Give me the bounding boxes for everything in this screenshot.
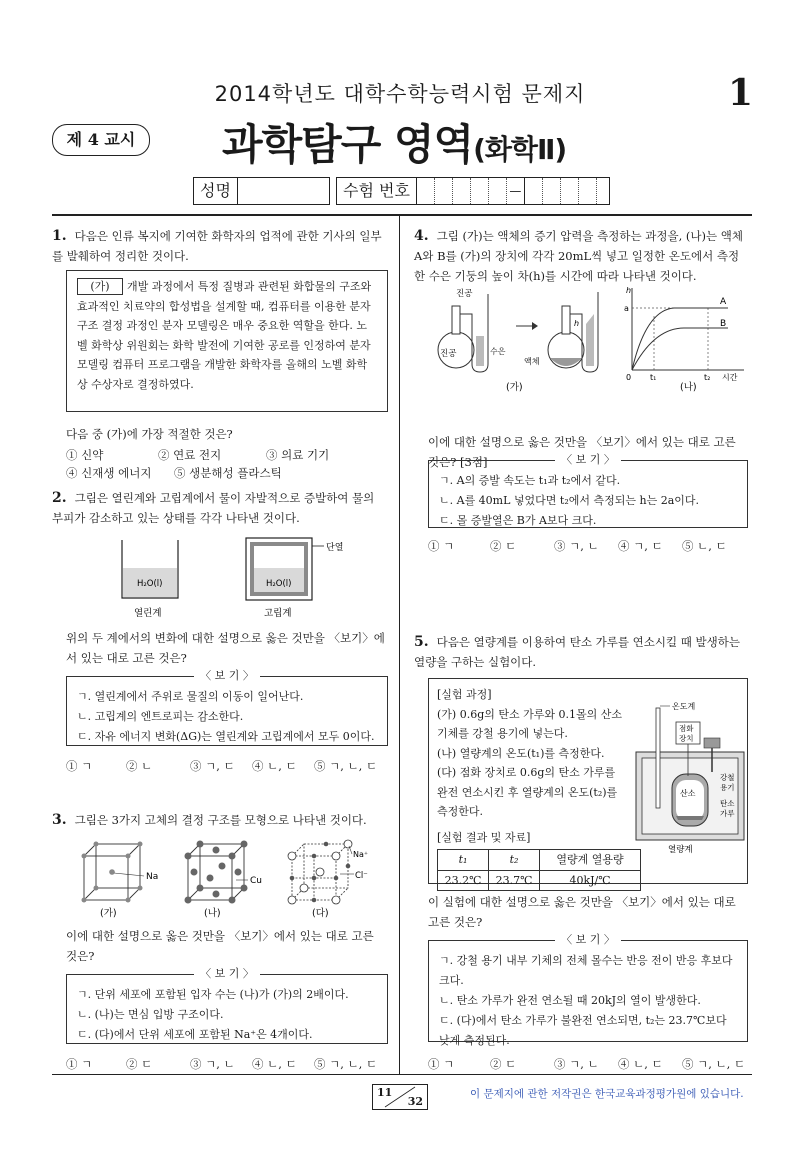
exam-title: 2014학년도 대학수학능력시험 문제지: [214, 82, 586, 106]
q2-item-2: ㄴ. 고립계의 엔트로피는 감소한다.: [77, 710, 244, 723]
q1-choice-1[interactable]: ① 신약: [66, 448, 104, 462]
q5-item-2: ㄴ. 탄소 가루가 완전 연소될 때 20kJ의 열이 발생한다.: [439, 994, 701, 1007]
q4-item-2: ㄴ. A를 40mL 넣었다면 t₂에서 측정되는 h는 2a이다.: [439, 494, 700, 507]
q5-ask: 이 실험에 대한 설명으로 옳은 것만을 〈보기〉에서 있는 대로 고른 것은?: [428, 895, 736, 929]
page-current: 11: [377, 1086, 393, 1099]
q4-graph-a: a: [624, 304, 629, 313]
q3-item-3: ㄷ. (다)에서 단위 세포에 포함된 Na⁺은 4개이다.: [77, 1028, 313, 1041]
page-total: 32: [407, 1095, 423, 1108]
q4-graph-h: h: [626, 286, 632, 295]
q1-choices: [66, 446, 388, 482]
q2-stem: 그림은 열린계와 고립계에서 물이 자발적으로 증발하여 물의 부피가 감소하고 있는 상태를 각각 나타낸 것이다.: [52, 491, 375, 525]
q5-choice-2[interactable]: ② ㄷ: [490, 1057, 517, 1071]
q1-blank: (가): [77, 278, 123, 295]
q4-item-1: ㄱ. A의 증발 속도는 t₁과 t₂에서 같다.: [439, 474, 621, 487]
q4-choices: [428, 538, 748, 554]
q2-item-3: ㄷ. 자유 에너지 변화(ΔG)는 열린계와 고립계에서 모두 0이다.: [77, 730, 375, 743]
page-counter: [372, 1084, 428, 1110]
question-5: 5. 다음은 열량계를 이용하여 탄소 가루를 연소시킬 때 발생하는 열량을 구하는 실험이다.: [414, 634, 740, 669]
q3-choices: [66, 1056, 388, 1072]
question-4: 4. 그림 (가)는 액체의 증기 압력을 측정하는 과정을, (나)는 액체 A와 B를 (가)의 장치에 각각 20mL씩 넣고 일정한 온도에서 측정한 수은 기둥의 높이 차(h)를 시간에 따라 나타낸 것이다.: [414, 228, 743, 283]
q2-choices: [66, 758, 388, 774]
q3-choice-2[interactable]: ② ㄷ: [126, 1057, 153, 1071]
name-field[interactable]: [193, 177, 330, 205]
exam-number-field[interactable]: [336, 177, 610, 205]
q3-ask: 이에 대한 설명으로 옳은 것만을 〈보기〉에서 있는 대로 고른 것은?: [66, 929, 374, 963]
q4-bogi: 〈 보 기 〉 ㄱ. A의 증발 속도는 t₁과 t₂에서 같다. ㄴ. A를 40mL 넣었다면 t₂에서 측정되는 h는 2a이다. ㄷ. 몰 증발열은 B가 A보다 크다.: [428, 460, 748, 528]
q4-graph-t2: t₂: [704, 373, 711, 382]
q1-choice-2[interactable]: ② 연료 전지: [158, 448, 222, 462]
q3-na-label: Na: [146, 872, 159, 882]
q4-graph-A: A: [720, 297, 727, 307]
q4-vac-top: 진공: [456, 289, 473, 299]
q3-stem: 그림은 3가지 고체의 결정 구조를 모형으로 나타낸 것이다.: [74, 813, 367, 827]
q2-water-open: H₂O(l): [137, 579, 163, 589]
q4-item-3: ㄷ. 몰 증발열은 B가 A보다 크다.: [439, 514, 597, 527]
q5-stem: 다음은 열량계를 이용하여 탄소 가루를 연소시킬 때 발생하는 열량을 구하는 실험이다.: [414, 635, 740, 669]
period-badge: 제 4 교시: [52, 124, 150, 156]
q4-na-label: (나): [680, 382, 697, 393]
q2-insul-label: 단열: [326, 543, 344, 553]
q4-stem: 그림 (가)는 액체의 증기 압력을 측정하는 과정을, (나)는 액체 A와 B를 (가)의 장치에 각각 20mL씩 넣고 일정한 온도에서 측정한 수은 기둥의 높이 차(h)를 시간에 따라 나타낸 것이다.: [414, 229, 743, 283]
q2-choice-2[interactable]: ② ㄴ: [126, 759, 153, 773]
q5-steel-label-2: 용기: [720, 783, 735, 792]
q2-item-1: ㄱ. 열린계에서 주위로 물질의 이동이 일어난다.: [77, 690, 304, 703]
q5-result-heading: [실험 결과 및 자료]: [437, 830, 531, 844]
q5-result-table: t₁ t₂ 열량계 열용량 23.2℃ 23.7℃ 40kJ/℃: [437, 849, 641, 891]
header-rule: [52, 214, 752, 216]
exam-number-dash: —: [507, 178, 525, 204]
q1-article-box: [66, 270, 388, 412]
q2-choice-4[interactable]: ④ ㄴ, ㄷ: [252, 759, 297, 773]
q5-choice-4[interactable]: ④ ㄴ, ㄷ: [618, 1057, 663, 1071]
q5-calorimeter-figure: [632, 698, 748, 854]
q4-liq-label: 액체: [524, 357, 540, 366]
q4-choice-4[interactable]: ④ ㄱ, ㄷ: [618, 539, 663, 553]
q5-item-1: ㄱ. 강철 용기 내부 기체의 전체 몰수는 반응 전이 반응 후보다 크다.: [439, 954, 733, 987]
q1-stem: 다음은 인류 복지에 기여한 화학자의 업적에 관한 기사의 일부를 발췌하여 정리한 것이다.: [52, 229, 382, 263]
q5-calorimeter-label: 열량계: [668, 845, 693, 854]
question-1: 1. 다음은 인류 복지에 기여한 화학자의 업적에 관한 기사의 일부를 발췌하여 정리한 것이다.: [52, 228, 382, 263]
q3-bogi: 〈 보 기 〉 ㄱ. 단위 세포에 포함된 입자 수는 (나)가 (가)의 2배이다. ㄴ. (나)는 면심 입방 구조이다. ㄷ. (다)에서 단위 세포에 포함된 Na⁺은 4개이다.: [66, 974, 388, 1044]
q4-graph-origin: 0: [626, 373, 632, 382]
q5-o2-label: 산소: [680, 789, 696, 798]
q5-ign-label-1: 점화: [679, 724, 694, 733]
q4-choice-5[interactable]: ⑤ ㄴ, ㄷ: [682, 539, 727, 553]
q3-choice-3[interactable]: ③ ㄱ, ㄴ: [190, 1057, 235, 1071]
q3-choice-5[interactable]: ⑤ ㄱ, ㄴ, ㄷ: [314, 1057, 378, 1071]
q3-item-1: ㄱ. 단위 세포에 포함된 입자 수는 (나)가 (가)의 2배이다.: [77, 988, 349, 1001]
q3-da-label: (다): [312, 908, 329, 919]
q4-choice-3[interactable]: ③ ㄱ, ㄴ: [554, 539, 599, 553]
q2-isolated-label: 고립계: [264, 608, 292, 619]
q1-choice-3[interactable]: ③ 의료 기기: [266, 448, 330, 462]
q2-ask: 위의 두 계에서의 변화에 대한 설명으로 옳은 것만을 〈보기〉에서 있는 대로 고른 것은?: [66, 631, 385, 665]
q5-step-1: (가) 0.6g의 탄소 가루와 0.1몰의 산소 기체를 강철 용기에 넣는다.: [437, 707, 622, 740]
q3-cu-label: Cu: [250, 876, 262, 886]
q1-choice-5[interactable]: ⑤ 생분해성 플라스틱: [174, 466, 282, 480]
q5-thermo-label: 온도계: [672, 702, 696, 711]
q1-ask: 다음 중 (가)에 가장 적절한 것은?: [66, 427, 233, 441]
q4-h-label: h: [574, 319, 580, 328]
q4-ask: 이에 대한 설명으로 옳은 것만을 〈보기〉에서 있는 대로 고른 것은? [3점]: [428, 435, 736, 469]
q4-choice-2[interactable]: ② ㄷ: [490, 539, 517, 553]
question-2: 2. 그림은 열린계와 고립계에서 물이 자발적으로 증발하여 물의 부피가 감소하고 있는 상태를 각각 나타낸 것이다.: [52, 490, 375, 525]
q2-choice-1[interactable]: ① ㄱ: [66, 759, 93, 773]
q5-choice-1[interactable]: ① ㄱ: [428, 1057, 455, 1071]
q5-choice-5[interactable]: ⑤ ㄱ, ㄴ, ㄷ: [682, 1057, 746, 1071]
q2-choice-5[interactable]: ⑤ ㄱ, ㄴ, ㄷ: [314, 759, 378, 773]
q2-bogi: 〈 보 기 〉 ㄱ. 열린계에서 주위로 물질의 이동이 일어난다. ㄴ. 고립계의 엔트로피는 감소한다. ㄷ. 자유 에너지 변화(ΔG)는 열린계와 고립계에서 모두 0이다.: [66, 676, 388, 746]
name-label: 성명: [194, 178, 238, 204]
q2-choice-3[interactable]: ③ ㄱ, ㄷ: [190, 759, 235, 773]
q4-hg-label: 수은: [490, 347, 506, 356]
exam-number-label: 수험 번호: [337, 178, 417, 204]
q4-ga-label: (가): [506, 382, 523, 393]
q5-choices: [428, 1056, 748, 1072]
q2-open-label: 열린계: [134, 608, 162, 619]
q3-figure: [70, 836, 390, 920]
column-divider: [399, 216, 400, 1074]
q5-ign-label-2: 장치: [679, 734, 694, 743]
q3-nap-label: Na⁺: [353, 850, 369, 859]
q2-figure: [110, 534, 350, 622]
q1-article: 개발 과정에서 특정 질병과 관련된 화합물의 구조와 효과적인 치료약의 합성법을 설계할 때, 컴퓨터를 이용한 분자 구조 결정 과정인 분자 모델링은 매우 중요한 역할을 한다. 노벨 화학상 위원회는 화학 발전에 기여한 공로를 인정하여 분자 모델링 컴퓨터 프로그램을 개발한 화학자를 올해의 노벨 화학상 수상자로 결정하였다.: [77, 280, 372, 391]
q4-choice-1[interactable]: ① ㄱ: [428, 539, 455, 553]
copyright-notice: 이 문제지에 관한 저작권은 한국교육과정평가원에 있습니다.: [470, 1088, 744, 1100]
q4-vac-flask: 진공: [440, 349, 457, 359]
q5-steel-label-1: 강철: [720, 773, 735, 782]
q3-na2-label: (나): [204, 908, 221, 919]
q1-choice-4[interactable]: ④ 신재생 에너지: [66, 466, 152, 480]
q5-choice-3[interactable]: ③ ㄱ, ㄴ: [554, 1057, 599, 1071]
q3-choice-1[interactable]: ① ㄱ: [66, 1057, 93, 1071]
q5-step-3: (다) 점화 장치로 0.6g의 탄소 가루를 완전 연소시킨 후 열량계의 온도(t₂)를 측정한다.: [437, 766, 618, 818]
q5-proc-heading: [실험 과정]: [437, 688, 492, 701]
q5-step-2: (나) 열량계의 온도(t₁)를 측정한다.: [437, 746, 605, 760]
footer-rule: [52, 1074, 752, 1075]
q4-graph-t1: t₁: [650, 373, 657, 382]
q3-choice-4[interactable]: ④ ㄴ, ㄷ: [252, 1057, 297, 1071]
q2-water-isolated: H₂O(l): [266, 579, 292, 589]
q5-bogi: 〈 보 기 〉 ㄱ. 강철 용기 내부 기체의 전체 몰수는 반응 전이 반응 후보다 크다. ㄴ. 탄소 가루가 완전 연소될 때 20kJ의 열이 발생한다. ㄷ. (다)에서 탄소 가루가 불완전 연소되면, t₂는 23.7℃보다 낮게 측정된다.: [428, 940, 748, 1042]
question-3: 3. 그림은 3가지 고체의 결정 구조를 모형으로 나타낸 것이다.: [52, 812, 367, 828]
q3-ga-label: (가): [100, 908, 117, 919]
q5-carbon-label-1: 탄소: [720, 799, 735, 808]
q4-graph-B: B: [720, 319, 727, 329]
q3-cl-label: Cl⁻: [355, 871, 368, 881]
q3-item-2: ㄴ. (나)는 면심 입방 구조이다.: [77, 1008, 224, 1021]
q5-carbon-label-2: 가루: [720, 809, 735, 818]
page-number: 1: [728, 72, 754, 114]
q5-item-3: ㄷ. (다)에서 탄소 가루가 불완전 연소되면, t₂는 23.7℃보다 낮게 측정된다.: [439, 1014, 727, 1047]
subject-title: 과학탐구 영역(화학Ⅱ): [222, 120, 567, 169]
q4-figure: [428, 284, 750, 396]
q4-graph-time: 시간: [722, 373, 738, 382]
